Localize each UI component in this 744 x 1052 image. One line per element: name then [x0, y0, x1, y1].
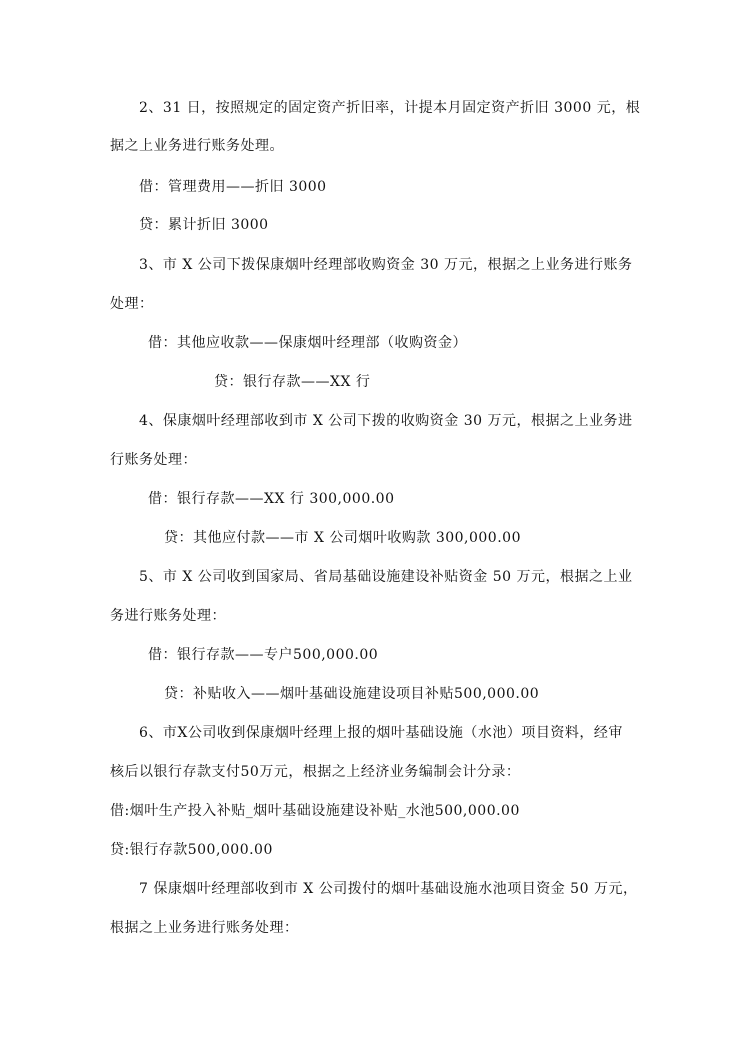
paragraph-2-line-2: 据之上业务进行账务处理。: [110, 138, 284, 154]
credit-entry-6: 贷:银行存款500,000.00: [110, 842, 273, 858]
credit-entry-3: 贷：银行存款——XX 行: [214, 374, 371, 390]
paragraph-4-line-1: 4、保康烟叶经理部收到市 X 公司下拨的收购资金 30 万元，根据之上业务进: [139, 413, 633, 429]
paragraph-3-line-2: 处理：: [110, 296, 154, 312]
paragraph-6-line-1: 6、市X公司收到保康烟叶经理上报的烟叶基础设施（水池）项目资料，经审: [139, 725, 623, 741]
credit-entry-5: 贷：补贴收入——烟叶基础设施建设项目补贴500,000.00: [164, 686, 540, 702]
paragraph-4-line-2: 行账务处理：: [110, 452, 197, 468]
debit-entry-5: 借：银行存款——专户500,000.00: [148, 647, 379, 663]
credit-entry-4: 贷：其他应付款——市 X 公司烟叶收购款 300,000.00: [164, 530, 521, 546]
paragraph-6-line-2: 核后以银行存款支付50万元，根据之上经济业务编制会计分录：: [110, 764, 521, 780]
paragraph-7-line-1: 7 保康烟叶经理部收到市 X 公司拨付的烟叶基础设施水池项目资金 50 万元，: [139, 881, 638, 897]
debit-entry-2: 借：管理费用——折旧 3000: [139, 179, 327, 195]
paragraph-5-line-1: 5、市 X 公司收到国家局、省局基础设施建设补贴资金 50 万元，根据之上业: [139, 569, 633, 585]
debit-entry-6: 借:烟叶生产投入补贴_烟叶基础设施建设补贴_水池500,000.00: [110, 803, 520, 819]
paragraph-7-line-2: 根据之上业务进行账务处理：: [110, 920, 299, 936]
paragraph-5-line-2: 务进行账务处理：: [110, 608, 226, 624]
credit-entry-2: 贷：累计折旧 3000: [139, 217, 269, 233]
debit-entry-3: 借：其他应收款——保康烟叶经理部（收购资金）: [148, 335, 467, 351]
paragraph-2-line-1: 2、31 日，按照规定的固定资产折旧率，计提本月固定资产折旧 3000 元，根: [139, 100, 641, 116]
paragraph-3-line-1: 3、市 X 公司下拨保康烟叶经理部收购资金 30 万元，根据之上业务进行账务: [139, 257, 633, 273]
debit-entry-4: 借：银行存款——XX 行 300,000.00: [148, 491, 395, 507]
